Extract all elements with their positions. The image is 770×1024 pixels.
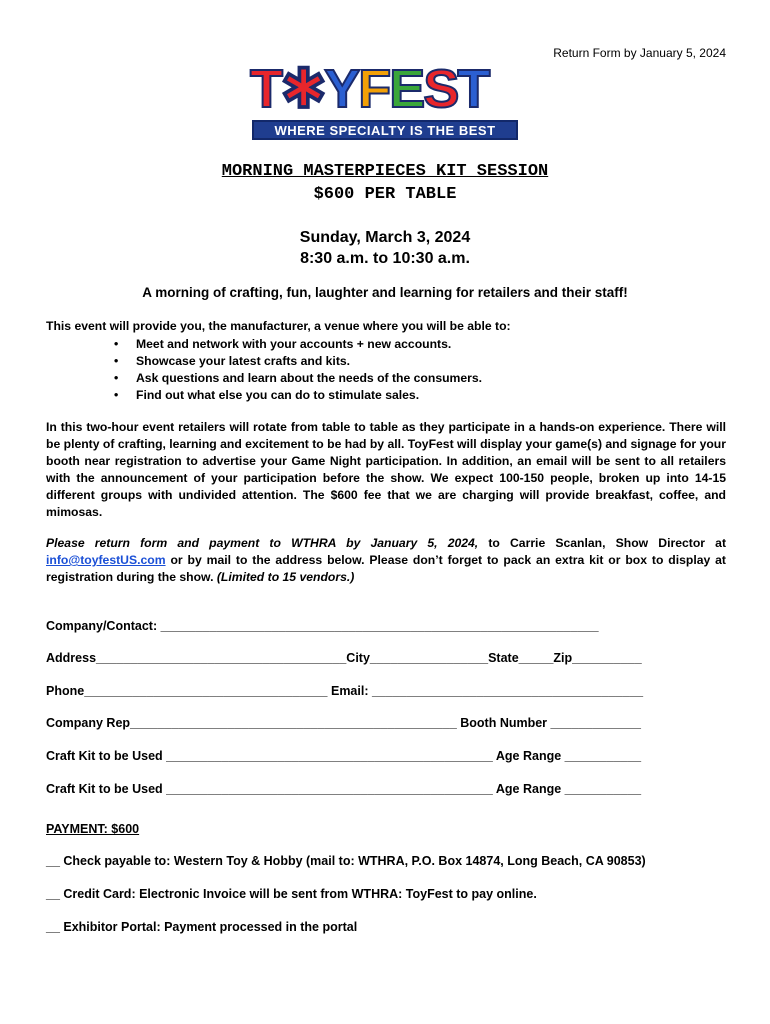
toyfest-logo: [250, 60, 520, 142]
company-contact-field[interactable]: Company/Contact: _______________________________________________________________: [46, 619, 599, 633]
return-instructions-text-a: to Carrie Scanlan, Show Director at: [478, 536, 726, 550]
event-date: Sunday, March 3, 2024: [299, 229, 471, 246]
logo-letter: T: [250, 59, 281, 119]
logo-letter: F: [358, 59, 390, 119]
payment-option-credit-card[interactable]: __ Credit Card: Electronic Invoice will be sent from WTHRA: ToyFest to pay online.: [46, 887, 537, 901]
craft-kit-field-1[interactable]: Craft Kit to be Used _______________________________________________ Age Range ___________: [46, 749, 642, 763]
payment-option-exhibitor-portal[interactable]: __ Exhibitor Portal: Payment processed in the portal: [46, 920, 358, 934]
benefit-item: • Showcase your latest crafts and kits.: [112, 353, 482, 370]
event-description: In this two-hour event retailers will rotate from table to table as they participate in a hands-on experience. There will be plenty of crafting, learning and excitement to be had by all. ToyFest will display your game(s) and signage for your booth near registration to advertise your Game Night participation. In addition, an email will be sent to all retailers with the announcement of your participation before the show. We expect 100-150 people, broken up into 14-15 different groups with undivided attention. The $600 fee that we are charging will provide breakfast, coffee, and mimosas.: [46, 420, 726, 519]
logo-letter: E: [389, 59, 424, 119]
benefit-item: • Meet and network with your accounts + new accounts.: [112, 336, 482, 353]
return-instructions-lead: Please return form and payment to WTHRA by January 5, 2024,: [46, 536, 479, 550]
payment-option-check[interactable]: __ Check payable to: Western Toy & Hobby (mail to: WTHRA, P.O. Box 14874, Long Beach, CA 90853): [46, 854, 646, 868]
benefit-item: • Find out what else you can do to stimulate sales.: [112, 387, 482, 404]
return-instructions: [46, 535, 726, 586]
event-time: 8:30 a.m. to 10:30 a.m.: [300, 250, 470, 267]
return-deadline-note: Return Form by January 5, 2024: [553, 46, 726, 60]
craft-kit-field-2[interactable]: Craft Kit to be Used _______________________________________________ Age Range ___________: [46, 782, 642, 796]
address-field[interactable]: Address____________________________________City_________________State_____Zip__________: [46, 651, 642, 665]
vendor-limit-note: (Limited to 15 vendors.): [216, 570, 355, 584]
contact-email-link[interactable]: info@toyfestUS.com: [46, 553, 166, 567]
logo-letter: Y: [324, 59, 359, 119]
benefits-intro: This event will provide you, the manufacturer, a venue where you will be able to:: [46, 319, 511, 333]
session-title: [0, 162, 770, 181]
benefit-item: • Ask questions and learn about the needs of the consumers.: [112, 370, 482, 387]
session-title-text: MORNING MASTERPIECES KIT SESSION: [221, 162, 549, 181]
toyfest-logo-wordmark: [250, 60, 520, 118]
logo-letter: ✱: [281, 59, 325, 119]
payment-heading: PAYMENT: $600: [46, 822, 140, 836]
benefits-list: [112, 336, 482, 404]
company-rep-field[interactable]: Company Rep_______________________________________________ Booth Number _____________: [46, 716, 641, 730]
return-instructions-text-b: or by mail to the address below. Please don’t forget to pack an extra kit or box to display at registration during the show.: [46, 553, 726, 584]
event-tagline: A morning of crafting, fun, laughter and learning for retailers and their staff!: [142, 285, 628, 300]
phone-email-field[interactable]: Phone___________________________________ Email: _______________________________________: [46, 684, 644, 698]
logo-letter: T: [457, 59, 489, 119]
logo-tagline-banner: WHERE SPECIALTY IS THE BEST: [252, 120, 518, 140]
price-per-table: $600 PER TABLE: [313, 185, 457, 204]
logo-letter: S: [423, 59, 458, 119]
